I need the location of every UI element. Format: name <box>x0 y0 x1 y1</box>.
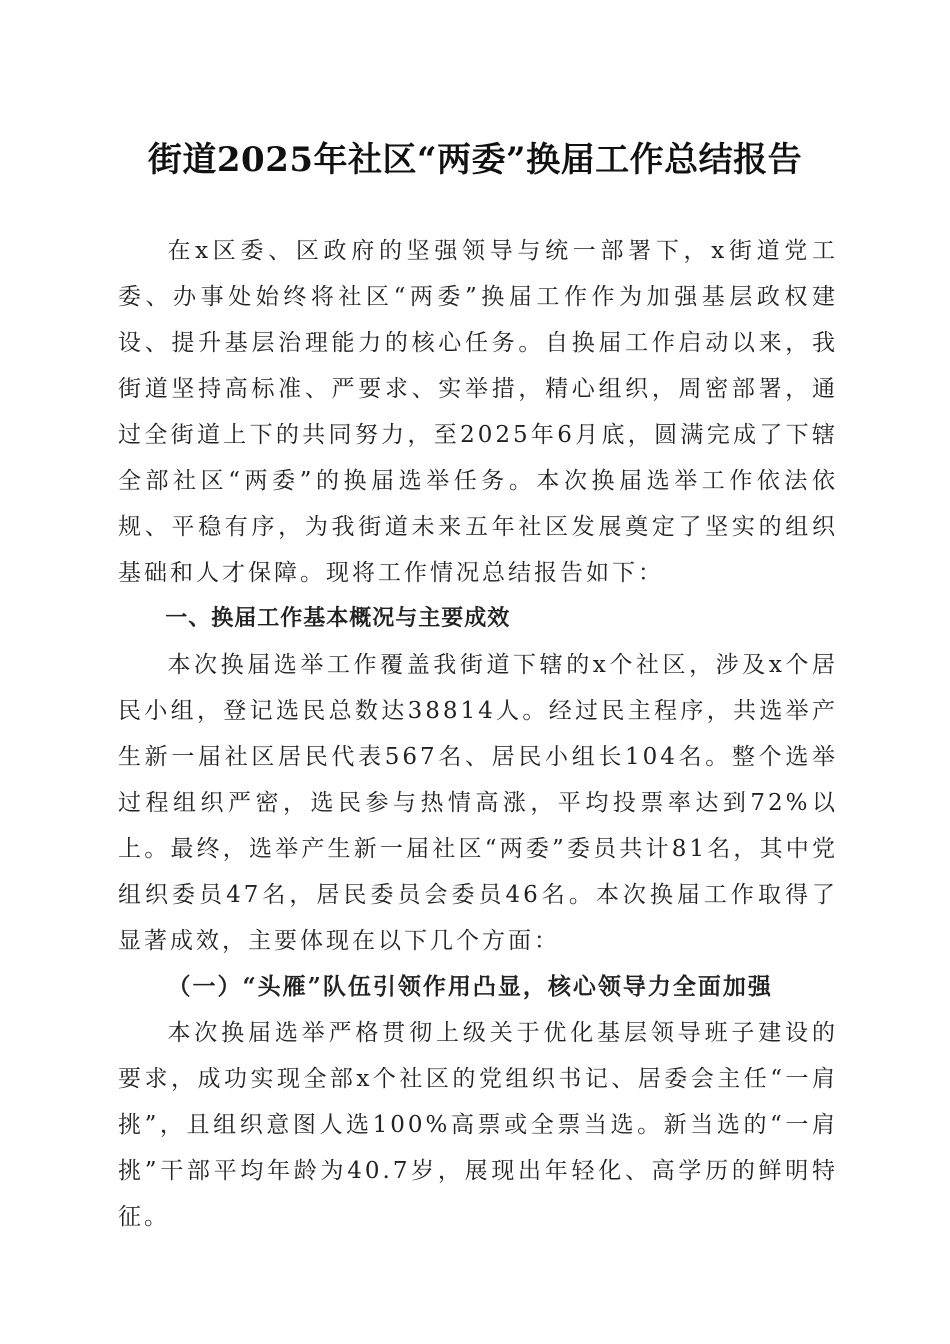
overview-paragraph: 本次换届选举工作覆盖我街道下辖的x个社区，涉及x个居民小组，登记选民总数达38814人。经过民主程序，共选举产生新一届社区居民代表567名、居民小组长104名。整个选举过程组织严密，选民参与热情高涨，平均投票率达到72%以上。最终，选举产生新一届社区“两委”委员共计81名，其中党组织委员47名，居民委员会委员46名。本次换届工作取得了显著成效，主要体现在以下几个方面： <box>118 652 838 954</box>
section-heading: 一、换届工作基本概况与主要成效 <box>165 606 511 631</box>
intro-paragraph: 在x区委、区政府的坚强领导与统一部署下，x街道党工委、办事处始终将社区“两委”换届工作作为加强基层政权建设、提升基层治理能力的核心任务。自换届工作启动以来，我街道坚持高标准、严要求、实举措，精心组织，周密部署，通过全街道上下的共同努力，至2025年6月底，圆满完成了下辖全部社区“两委”的换届选举任务。本次换届选举工作依法依规、平稳有序，为我街道未来五年社区发展奠定了坚实的组织基础和人才保障。现将工作情况总结报告如下： <box>118 238 838 586</box>
subsection-heading: （一）“头雁”队伍引领作用凸显，核心领导力全面加强 <box>167 973 773 1000</box>
document-body <box>118 228 838 1240</box>
leadership-paragraph: 本次换届选举严格贯彻上级关于优化基层领导班子建设的要求，成功实现全部x个社区的党组织书记、居委会主任“一肩挑”，且组织意图人选100%高票或全票当选。新当选的“一肩挑”干部平均年龄为40.7岁，展现出年轻化、高学历的鲜明特征。 <box>118 1020 838 1230</box>
document-title: 街道2025年社区“两委”换届工作总结报告 <box>147 140 803 180</box>
